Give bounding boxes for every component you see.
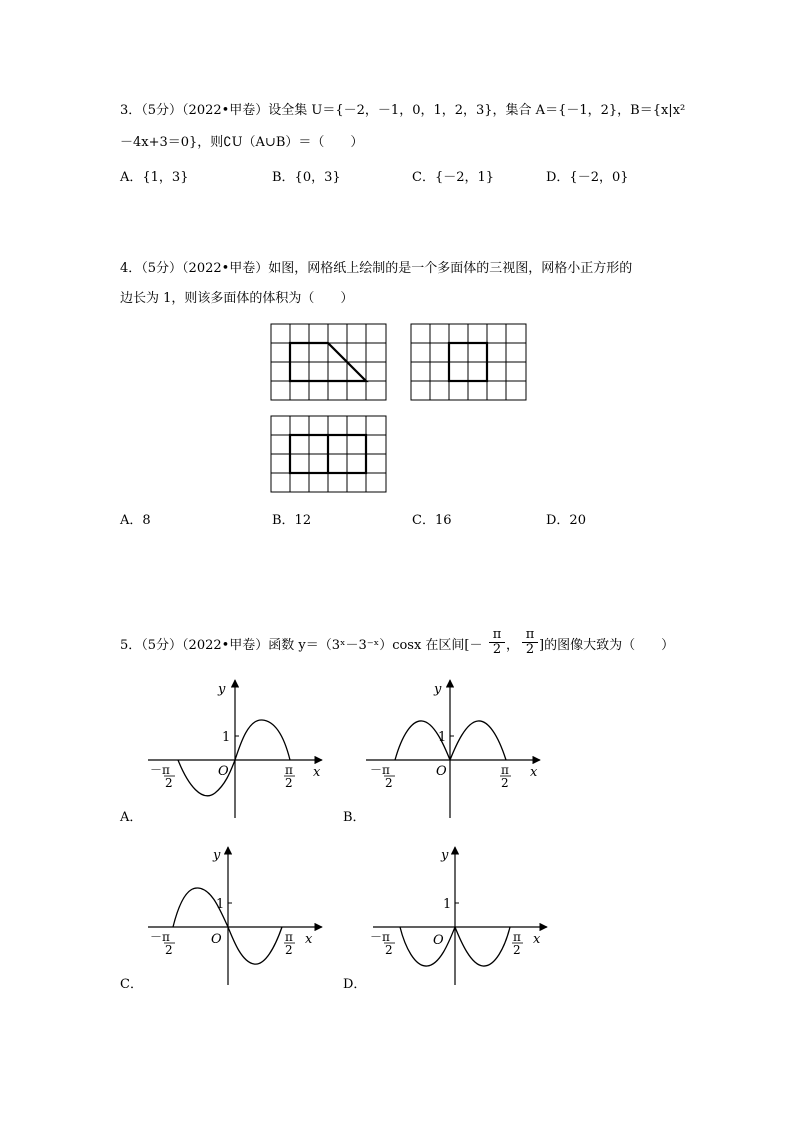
graph-b [358,675,548,820]
y-label: y [434,682,442,697]
front-view-grid [270,323,388,401]
q3-option-b: B．{0，3} [272,170,341,185]
top-view-grid [270,415,388,493]
x-label: x [530,765,538,780]
half-pi-den: 2 [285,776,293,790]
q4-option-a: A．8 [120,513,151,528]
origin-label: O [433,933,444,948]
one-label: 1 [443,897,452,912]
curve-a [178,720,290,796]
q5-stem-sep: ， [506,638,520,653]
x-label: x [313,765,321,780]
q5-frac1-num: π [489,628,505,643]
q5-stem-prefix: 5．（5分）（2022•甲卷）函数 y＝（3ˣ－3⁻ˣ）cosx 在区间[－ [120,638,483,653]
half-pi-den: 2 [501,776,509,790]
q5-frac1 [489,628,505,657]
half-pi-den: 2 [285,943,293,957]
half-pi-num: π [513,930,521,944]
graph-a [140,675,330,820]
y-label: y [441,848,449,863]
q5-option-a: A． [120,810,143,825]
q5-frac2-den: 2 [525,642,535,657]
half-pi-num: π [285,930,293,944]
q3-option-a: A．{1，3} [120,170,189,185]
q3-option-d: D．{－2，0} [546,170,629,185]
q4-option-c: C．16 [412,513,452,528]
half-pi-den: 2 [513,943,521,957]
neg-half-pi-den: 2 [165,943,173,957]
y-label: y [218,682,226,697]
x-label: x [533,932,541,947]
half-pi-num: π [285,763,293,777]
one-label: 1 [222,730,231,745]
y-label: y [213,848,221,863]
q4-stem-line2: 边长为 1，则该多面体的体积为（ ） [120,291,354,306]
q3-option-c: C．{－2，1} [412,170,495,185]
q5-frac2-num: π [522,628,538,643]
side-view-grid [410,323,528,401]
origin-label: O [218,764,229,779]
q5-option-c: C． [120,977,143,992]
q5-option-b: B． [343,810,366,825]
half-pi-num: π [501,763,509,777]
x-label: x [305,932,313,947]
q3-stem-line1: 3．（5分）（2022•甲卷）设全集 U＝{－2，－1，0，1，2，3}，集合 A＝{－1，2}，B＝{x|x² [120,103,686,118]
graph-d [365,842,555,987]
q4-option-d: D．20 [546,513,586,528]
one-label: 1 [216,897,225,912]
q4-stem-line1: 4．（5分）（2022•甲卷）如图，网格纸上绘制的是一个多面体的三视图，网格小正方形的 [120,261,633,276]
neg-half-pi-den: 2 [165,776,173,790]
origin-label: O [436,764,447,779]
q5-frac1-den: 2 [492,642,502,657]
q5-stem-suffix: ]的图像大致为（ ） [539,638,675,653]
origin-label: O [211,932,222,947]
q5-frac2 [522,628,538,657]
neg-half-pi-num: －π [150,930,170,944]
q5-option-d: D． [343,977,367,992]
neg-half-pi-den: 2 [385,776,393,790]
one-label: 1 [438,730,447,745]
q3-stem-line2: －4x+3＝0}，则∁U（A∪B）＝（ ） [120,135,364,150]
graph-c [140,842,330,987]
neg-half-pi-num: －π [150,763,170,777]
q4-option-b: B．12 [272,513,312,528]
neg-half-pi-den: 2 [385,943,393,957]
neg-half-pi-num: －π [370,763,390,777]
neg-half-pi-num: －π [370,930,390,944]
